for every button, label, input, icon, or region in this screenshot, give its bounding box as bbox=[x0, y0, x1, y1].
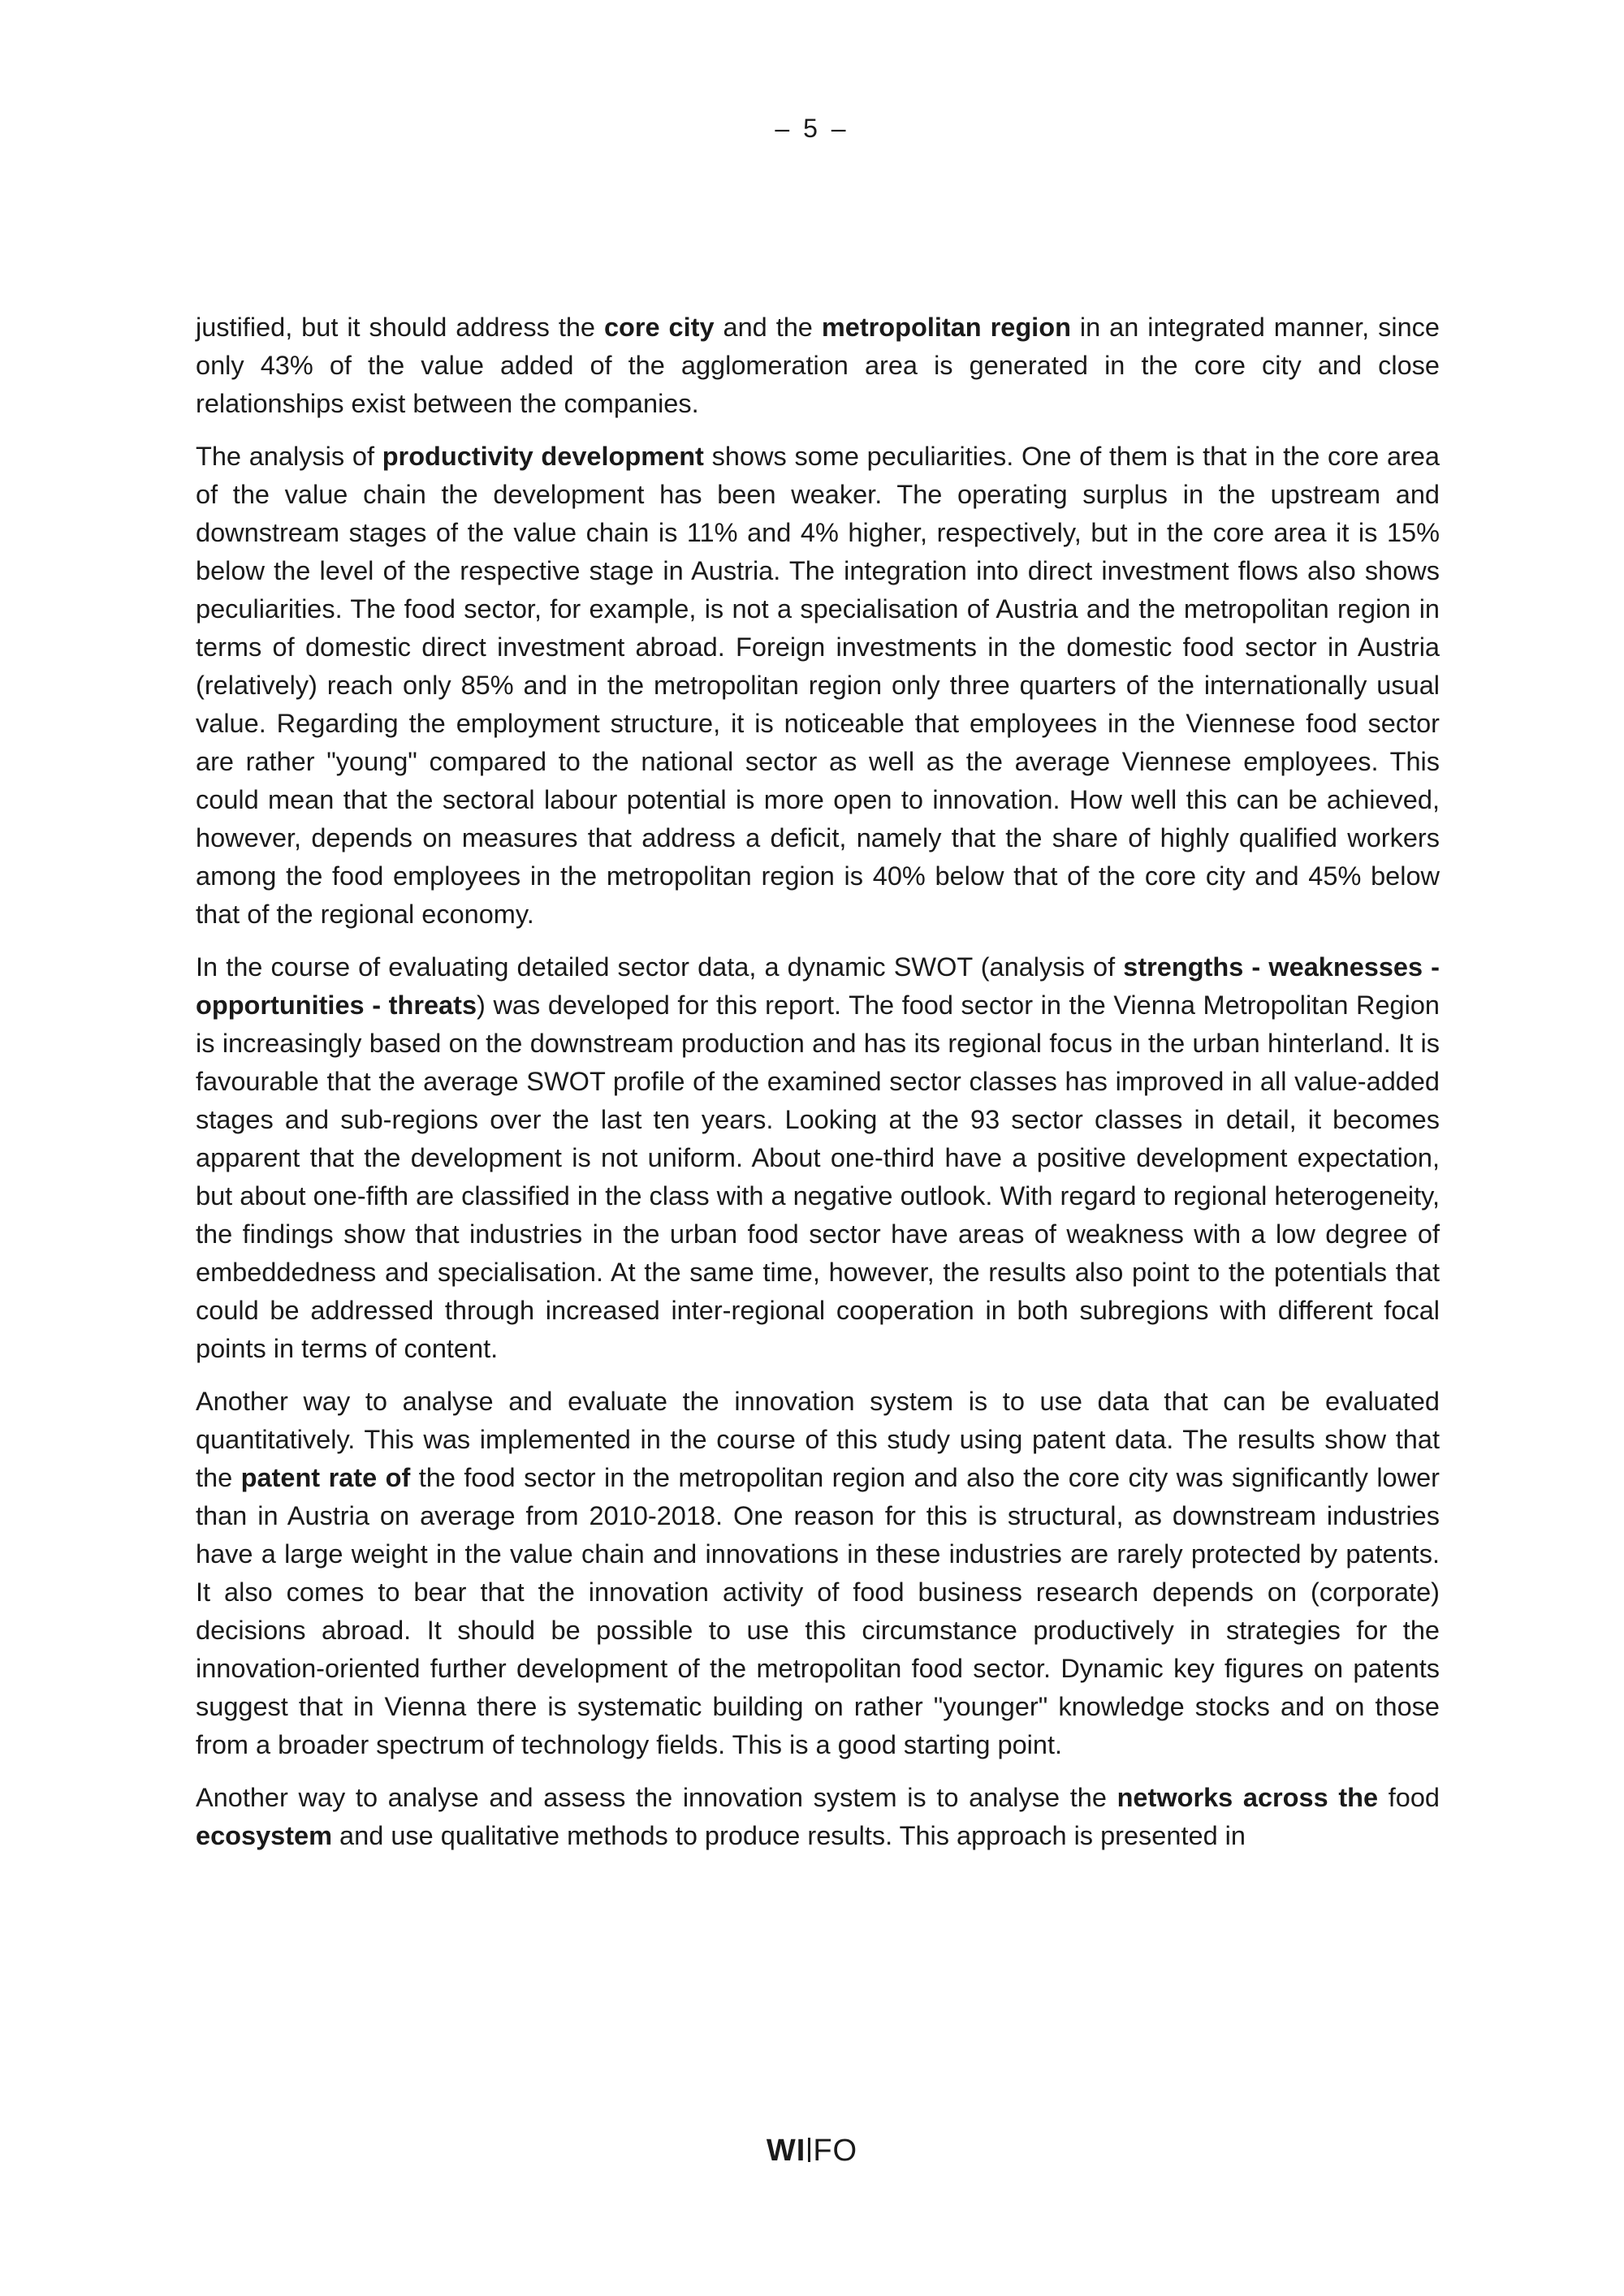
text-segment: the food sector in the metropolitan region and also the core city was significantly lower than in Austria on average from 2010-2018. One reason for this is structural, as downstream industries have a large weight in the value chain and innovations in these industries are rarely protected by patents. It also comes to bear that the innovation activity of food business research depends on (corporate) decisions abroad. It should be possible to use this circumstance productively in strategies for the innovation-oriented further development of the metropolitan food sector. Dynamic key figures on patents suggest that in Vienna there is systematic building on rather "younger" knowledge stocks and on those from a broader spectrum of technology fields. This is a good starting point. bbox=[196, 1463, 1440, 1759]
text-segment: justified, but it should address the bbox=[196, 313, 604, 342]
wifo-logo bbox=[0, 2134, 1624, 2169]
bold-term: ecosystem bbox=[196, 1821, 333, 1850]
paragraph-4 bbox=[196, 1383, 1440, 1764]
paragraph-2 bbox=[196, 438, 1440, 934]
text-segment: food bbox=[1378, 1783, 1440, 1812]
text-segment: in an integrated manner, since only 43% of the value added of the agglomeration area is generated in the core city and close relationships exist between the companies. bbox=[196, 313, 1440, 418]
bold-term: productivity development bbox=[382, 442, 704, 471]
text-segment: The analysis of bbox=[196, 442, 382, 471]
paragraph-5 bbox=[196, 1779, 1440, 1855]
bold-term: metropolitan region bbox=[821, 313, 1071, 342]
bold-term: patent rate of bbox=[240, 1463, 411, 1492]
document-body bbox=[196, 309, 1440, 1870]
logo-text-left: WI bbox=[766, 2134, 806, 2168]
bold-term: core city bbox=[603, 313, 715, 342]
text-segment: and use qualitative methods to produce results. This approach is presented in bbox=[332, 1821, 1246, 1850]
text-segment: Another way to analyse and assess the innovation system is to analyse the bbox=[196, 1783, 1117, 1812]
text-segment: In the course of evaluating detailed sector data, a dynamic SWOT (analysis of bbox=[196, 952, 1124, 982]
paragraph-1 bbox=[196, 309, 1440, 423]
bold-term: networks across the bbox=[1116, 1783, 1379, 1812]
logo-divider bbox=[808, 2138, 810, 2162]
page-number: – 5 – bbox=[775, 114, 849, 143]
text-segment: and the bbox=[714, 313, 822, 342]
text-segment: ) was developed for this report. The food sector in the Vienna Metropolitan Region is increasingly based on the downstream production and has its regional focus in the urban hinterland. It is favourable that the average SWOT profile of the examined sector classes has improved in all value-added stages and sub-regions over the last ten years. Looking at the 93 sector classes in detail, it becomes apparent that the development is not uniform. About one-third have a positive development expectation, but about one-fifth are classified in the class with a negative outlook. With regard to regional heterogeneity, the findings show that industries in the urban food sector have areas of weakness with a low degree of embeddedness and specialisation. At the same time, however, the results also point to the potentials that could be addressed through increased inter-regional cooperation in both subregions with different focal points in terms of content. bbox=[196, 990, 1440, 1363]
paragraph-3 bbox=[196, 948, 1440, 1368]
text-segment: shows some peculiarities. One of them is that in the core area of the value chain the development has been weaker. The operating surplus in the upstream and downstream stages of the value chain is 11% and 4% higher, respectively, but in the core area it is 15% below the level of the respective stage in Austria. The integration into direct investment flows also shows peculiarities. The food sector, for example, is not a specialisation of Austria and the metropolitan region in terms of domestic direct investment abroad. Foreign investments in the domestic food sector in Austria (relatively) reach only 85% and in the metropolitan region only three quarters of the internationally usual value. Regarding the employment structure, it is noticeable that employees in the Viennese food sector are rather "young" compared to the national sector as well as the average Viennese employees. This could mean that the sectoral labour potential is more open to innovation. How well this can be achieved, however, depends on measures that address a deficit, namely that the share of highly qualified workers among the food employees in the metropolitan region is 40% below that of the core city and 45% below that of the regional economy. bbox=[196, 442, 1440, 929]
text-segment: Another way to analyse and evaluate the innovation system is to use data that can be evaluated quantitatively. This was implemented in the course of this study using patent data. The results show that the bbox=[196, 1387, 1440, 1492]
bold-term: strengths - weaknesses - opportunities - threats bbox=[196, 952, 1440, 1020]
logo-text-right: FO bbox=[813, 2134, 858, 2168]
